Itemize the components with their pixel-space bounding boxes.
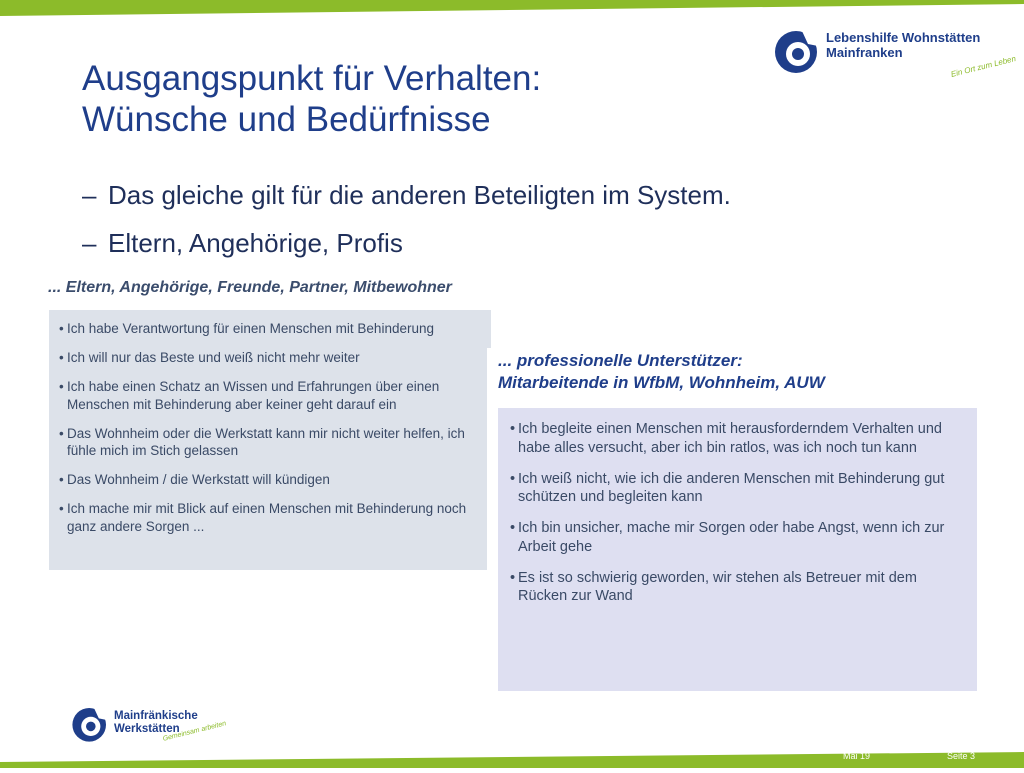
list-item: • Ich will nur das Beste und weiß nicht mehr weiter: [59, 349, 475, 367]
bullet-item: – Das gleiche gilt für die anderen Beteiligten im System.: [82, 180, 731, 210]
logo-bottom-name: Mainfränkische Werkstätten: [114, 710, 198, 735]
bullet-item: – Eltern, Angehörige, Profis: [82, 228, 403, 258]
list-item: • Ich weiß nicht, wie ich die anderen Menschen mit Behinderung gut schützen und begleiten kann: [510, 470, 965, 507]
right-panel-list: [498, 408, 977, 606]
logo-mainfraenkische-werkstaetten: [70, 704, 230, 746]
left-panel-list: [49, 310, 487, 535]
left-panel: [49, 310, 487, 570]
list-item: • Das Wohnheim / die Werkstatt will kündigen: [59, 471, 475, 489]
bottom-accent-bar: [0, 752, 1024, 768]
right-panel: [498, 408, 977, 691]
left-panel-tab: [487, 310, 491, 348]
logo-name: Lebenshilfe Wohnstätten Mainfranken: [826, 30, 981, 60]
list-item: • Ich begleite einen Menschen mit herausforderndem Verhalten und habe alles versucht, aber ich bin ratlos, was ich noch tun kann: [510, 420, 965, 457]
list-item: • Ich habe Verantwortung für einen Menschen mit Behinderung: [59, 320, 475, 338]
list-item: • Das Wohnheim oder die Werkstatt kann mir nicht weiter helfen, ich fühle mich im Stich gelassen: [59, 425, 475, 460]
list-item: • Es ist so schwierig geworden, wir stehen als Betreuer mit dem Rücken zur Wand: [510, 569, 965, 606]
slide-title: Ausgangspunkt für Verhalten: Wünsche und Bedürfnisse: [82, 59, 542, 139]
footer-date: Mai 19: [843, 751, 871, 761]
list-item: • Ich mache mir mit Blick auf einen Menschen mit Behinderung noch ganz andere Sorgen ...: [59, 500, 475, 535]
footer-page-number: Seite 3: [947, 751, 976, 761]
logo-tagline: Ein Ort zum Leben: [949, 54, 1017, 79]
logo-bottom-tagline: Gemeinsam arbeiten: [162, 720, 227, 743]
werkstaetten-logo-icon: [70, 704, 110, 744]
top-accent-bar: [0, 0, 1024, 16]
list-item: • Ich habe einen Schatz an Wissen und Erfahrungen über einen Menschen mit Behinderung aber keiner geht darauf ein: [59, 378, 475, 413]
list-item: • Ich bin unsicher, mache mir Sorgen oder habe Angst, wenn ich zur Arbeit gehe: [510, 519, 965, 556]
left-panel-heading: ... Eltern, Angehörige, Freunde, Partner, Mitbewohner: [48, 279, 452, 296]
right-panel-heading: ... professionelle Unterstützer: Mitarbeitende in WfbM, Wohnheim, AUW: [498, 351, 825, 392]
logo-lebenshilfe: [772, 24, 1017, 84]
lebenshilfe-logo-icon: [772, 28, 822, 74]
